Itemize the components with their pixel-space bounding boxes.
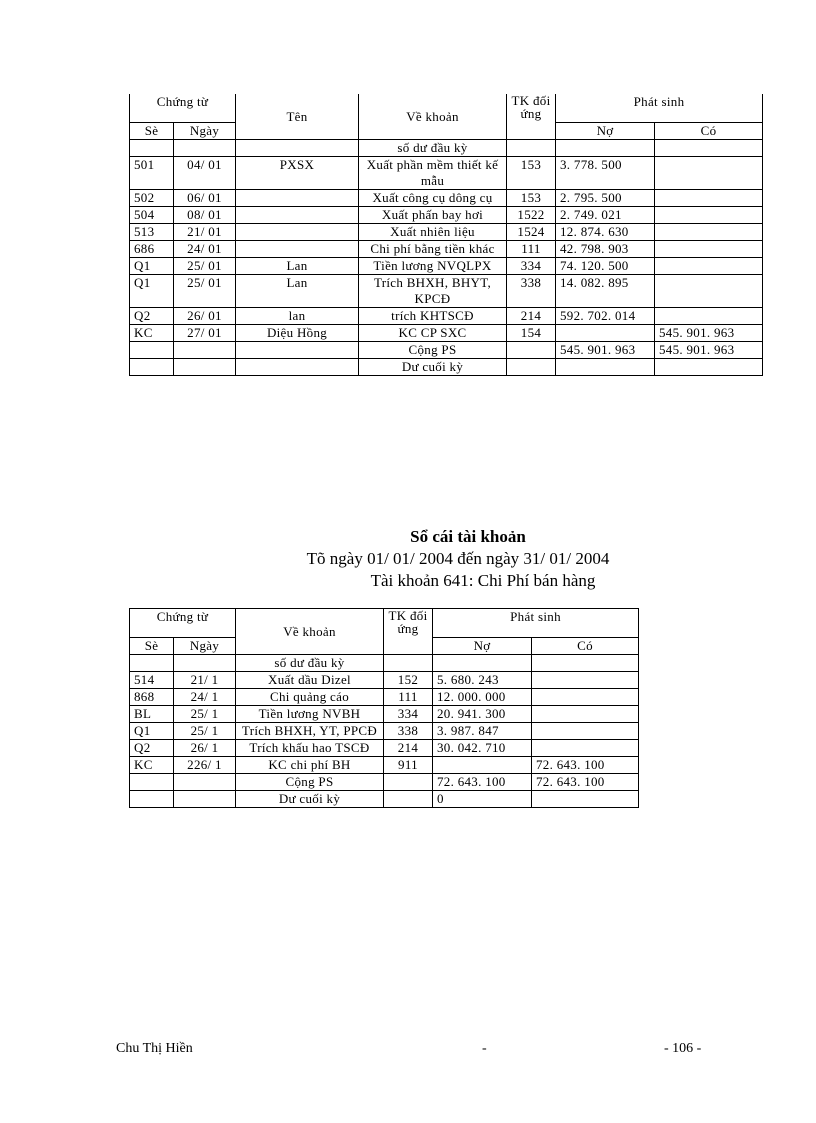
cell-ve-khoan: số dư đầu kỳ <box>236 655 384 672</box>
cell-so: KC <box>130 325 174 342</box>
header-so: Sè <box>130 638 174 655</box>
cell-ngay: 24/ 1 <box>174 689 236 706</box>
cell-ngay: 25/ 01 <box>174 258 236 275</box>
cell-ngay: 21/ 1 <box>174 672 236 689</box>
table-row <box>130 190 763 207</box>
table-row <box>130 241 763 258</box>
cell-no: 5. 680. 243 <box>433 672 532 689</box>
cell-ngay: 04/ 01 <box>174 157 236 190</box>
cell-ten: PXSX <box>236 157 359 190</box>
cell-no <box>433 757 532 774</box>
cell-no: 3. 987. 847 <box>433 723 532 740</box>
cell-so: KC <box>130 757 174 774</box>
cell-ngay: 26/ 01 <box>174 308 236 325</box>
cell-ve-khoan: Trích khấu hao TSCĐ <box>236 740 384 757</box>
cell-no: 30. 042. 710 <box>433 740 532 757</box>
date-range: Tõ ngày 01/ 01/ 2004 đến ngày 31/ 01/ 2004 <box>306 549 610 568</box>
cell-tk: 214 <box>384 740 433 757</box>
cell-tk: 153 <box>507 157 556 190</box>
header-chung-tu: Chứng từ <box>130 609 236 638</box>
cell-no: 545. 901. 963 <box>556 342 655 359</box>
cell-tk: 153 <box>507 190 556 207</box>
cell-ten <box>236 190 359 207</box>
cell-ngay: 25/ 1 <box>174 723 236 740</box>
cell-co <box>655 157 763 190</box>
header-co: Có <box>532 638 639 655</box>
cell-tk: 152 <box>384 672 433 689</box>
cell-so: Q2 <box>130 308 174 325</box>
table-row <box>130 655 639 672</box>
table-row <box>130 325 763 342</box>
cell-ve-khoan: Cộng PS <box>359 342 507 359</box>
cell-co <box>532 706 639 723</box>
table-row <box>130 157 763 190</box>
cell-ve-khoan: Xuất nhiên liệu <box>359 224 507 241</box>
cell-so <box>130 791 174 808</box>
cell-no: 12. 000. 000 <box>433 689 532 706</box>
cell-ten <box>236 342 359 359</box>
cell-no <box>556 140 655 157</box>
cell-ten: Lan <box>236 275 359 308</box>
cell-ve-khoan: Xuất phần mềm thiết kế mẫu <box>359 157 507 190</box>
cell-tk <box>507 140 556 157</box>
cell-so: Q1 <box>130 723 174 740</box>
footer-author: Chu Thị Hiền <box>116 1041 193 1056</box>
cell-ve-khoan: trích KHTSCĐ <box>359 308 507 325</box>
cell-co <box>655 224 763 241</box>
cell-ve-khoan: Xuất công cụ dông cụ <box>359 190 507 207</box>
cell-ngay <box>174 359 236 376</box>
cell-co <box>532 740 639 757</box>
table-row <box>130 672 639 689</box>
cell-co <box>655 207 763 224</box>
header-tk-doi-ung: TK đối ứng <box>384 609 433 655</box>
cell-co <box>655 275 763 308</box>
ledger-table-2 <box>129 608 639 808</box>
cell-ve-khoan: KC CP SXC <box>359 325 507 342</box>
header-ve-khoan: Về khoản <box>236 609 384 655</box>
cell-no: 12. 874. 630 <box>556 224 655 241</box>
cell-co: 545. 901. 963 <box>655 342 763 359</box>
cell-so: 686 <box>130 241 174 258</box>
cell-no: 0 <box>433 791 532 808</box>
cell-so: 501 <box>130 157 174 190</box>
cell-ngay: 226/ 1 <box>174 757 236 774</box>
cell-ten: Lan <box>236 258 359 275</box>
cell-co: 72. 643. 100 <box>532 757 639 774</box>
cell-tk: 214 <box>507 308 556 325</box>
cell-ve-khoan: Tiền lương NVBH <box>236 706 384 723</box>
cell-so: Q1 <box>130 258 174 275</box>
cell-ten <box>236 140 359 157</box>
cell-no <box>433 655 532 672</box>
cell-tk: 334 <box>507 258 556 275</box>
cell-tk <box>384 774 433 791</box>
header-no: Nợ <box>556 123 655 140</box>
cell-co <box>532 655 639 672</box>
header-ngay: Ngày <box>174 638 236 655</box>
cell-ngay <box>174 774 236 791</box>
cell-ngay: 24/ 01 <box>174 241 236 258</box>
cell-co <box>532 672 639 689</box>
cell-so <box>130 342 174 359</box>
cell-ten: Diệu Hồng <box>236 325 359 342</box>
cell-co: 72. 643. 100 <box>532 774 639 791</box>
cell-tk: 338 <box>384 723 433 740</box>
cell-no: 2. 795. 500 <box>556 190 655 207</box>
cell-co <box>655 359 763 376</box>
cell-co: 545. 901. 963 <box>655 325 763 342</box>
cell-co <box>655 140 763 157</box>
cell-no: 14. 082. 895 <box>556 275 655 308</box>
cell-so: 504 <box>130 207 174 224</box>
cell-no: 592. 702. 014 <box>556 308 655 325</box>
cell-ngay: 25/ 1 <box>174 706 236 723</box>
cell-so <box>130 140 174 157</box>
table-row <box>130 207 763 224</box>
cell-tk: 334 <box>384 706 433 723</box>
cell-tk: 1522 <box>507 207 556 224</box>
cell-so <box>130 359 174 376</box>
cell-ve-khoan: Chi quảng cáo <box>236 689 384 706</box>
cell-ve-khoan: Trích BHXH, BHYT, KPCĐ <box>359 275 507 308</box>
cell-tk: 911 <box>384 757 433 774</box>
cell-tk <box>384 655 433 672</box>
header-ve-khoan: Về khoản <box>359 94 507 140</box>
cell-so: 514 <box>130 672 174 689</box>
cell-ngay <box>174 791 236 808</box>
cell-so: Q2 <box>130 740 174 757</box>
cell-so: Q1 <box>130 275 174 308</box>
table-row <box>130 757 639 774</box>
footer-page-number: - 106 - <box>664 1041 702 1056</box>
cell-ve-khoan: Xuất phấn bay hơi <box>359 207 507 224</box>
cell-ngay <box>174 655 236 672</box>
cell-co <box>655 241 763 258</box>
cell-ve-khoan: Tiền lương NVQLPX <box>359 258 507 275</box>
header-chung-tu: Chứng từ <box>130 94 236 123</box>
table-row <box>130 359 763 376</box>
cell-ten: lan <box>236 308 359 325</box>
header-phat-sinh: Phát sinh <box>556 94 763 123</box>
cell-no: 2. 749. 021 <box>556 207 655 224</box>
cell-so: 502 <box>130 190 174 207</box>
table-row <box>130 308 763 325</box>
cell-ngay <box>174 140 236 157</box>
header-phat-sinh: Phát sinh <box>433 609 639 638</box>
table-row <box>130 791 639 808</box>
cell-ve-khoan: Chi phí bằng tiền khác <box>359 241 507 258</box>
cell-co <box>655 308 763 325</box>
table-row <box>130 689 639 706</box>
cell-ten <box>236 359 359 376</box>
table-row <box>130 140 763 157</box>
cell-no: 74. 120. 500 <box>556 258 655 275</box>
table-row <box>130 706 639 723</box>
cell-tk: 154 <box>507 325 556 342</box>
header-co: Có <box>655 123 763 140</box>
table-row <box>130 723 639 740</box>
cell-so: 513 <box>130 224 174 241</box>
cell-ngay: 06/ 01 <box>174 190 236 207</box>
cell-ve-khoan: số dư đầu kỳ <box>359 140 507 157</box>
cell-ten <box>236 241 359 258</box>
cell-ve-khoan: Dư cuối kỳ <box>359 359 507 376</box>
cell-ten <box>236 207 359 224</box>
cell-so: BL <box>130 706 174 723</box>
cell-ve-khoan: Xuất dầu Dizel <box>236 672 384 689</box>
cell-tk <box>384 791 433 808</box>
cell-so <box>130 655 174 672</box>
cell-ve-khoan: Trích BHXH, YT, PPCĐ <box>236 723 384 740</box>
cell-tk <box>507 359 556 376</box>
cell-no: 42. 798. 903 <box>556 241 655 258</box>
cell-no: 3. 778. 500 <box>556 157 655 190</box>
header-so: Sè <box>130 123 174 140</box>
cell-ngay: 26/ 1 <box>174 740 236 757</box>
cell-co <box>532 689 639 706</box>
table-row <box>130 740 639 757</box>
footer-separator: - <box>482 1041 487 1056</box>
table-row <box>130 342 763 359</box>
ledger-title: Sổ cái tài khoản <box>410 527 526 546</box>
cell-ten <box>236 224 359 241</box>
cell-tk: 1524 <box>507 224 556 241</box>
cell-so <box>130 774 174 791</box>
cell-no: 20. 941. 300 <box>433 706 532 723</box>
cell-so: 868 <box>130 689 174 706</box>
cell-ve-khoan: Dư cuối kỳ <box>236 791 384 808</box>
cell-co <box>532 723 639 740</box>
ledger-table-1 <box>129 94 763 376</box>
cell-no <box>556 359 655 376</box>
cell-co <box>532 791 639 808</box>
header-ngay: Ngày <box>174 123 236 140</box>
cell-no <box>556 325 655 342</box>
cell-no: 72. 643. 100 <box>433 774 532 791</box>
table-row <box>130 774 639 791</box>
cell-ngay: 21/ 01 <box>174 224 236 241</box>
cell-tk: 111 <box>384 689 433 706</box>
cell-ve-khoan: KC chi phí BH <box>236 757 384 774</box>
cell-ngay <box>174 342 236 359</box>
table-row <box>130 275 763 308</box>
cell-ve-khoan: Cộng PS <box>236 774 384 791</box>
header-no: Nợ <box>433 638 532 655</box>
cell-ngay: 27/ 01 <box>174 325 236 342</box>
table-row <box>130 258 763 275</box>
header-ten: Tên <box>236 94 359 140</box>
account-name: Tài khoản 641: Chi Phí bán hàng <box>370 571 596 590</box>
table-row <box>130 224 763 241</box>
cell-tk: 111 <box>507 241 556 258</box>
cell-tk <box>507 342 556 359</box>
cell-tk: 338 <box>507 275 556 308</box>
cell-ngay: 08/ 01 <box>174 207 236 224</box>
cell-ngay: 25/ 01 <box>174 275 236 308</box>
cell-co <box>655 190 763 207</box>
header-tk-doi-ung: TK đối ứng <box>507 94 556 140</box>
cell-co <box>655 258 763 275</box>
